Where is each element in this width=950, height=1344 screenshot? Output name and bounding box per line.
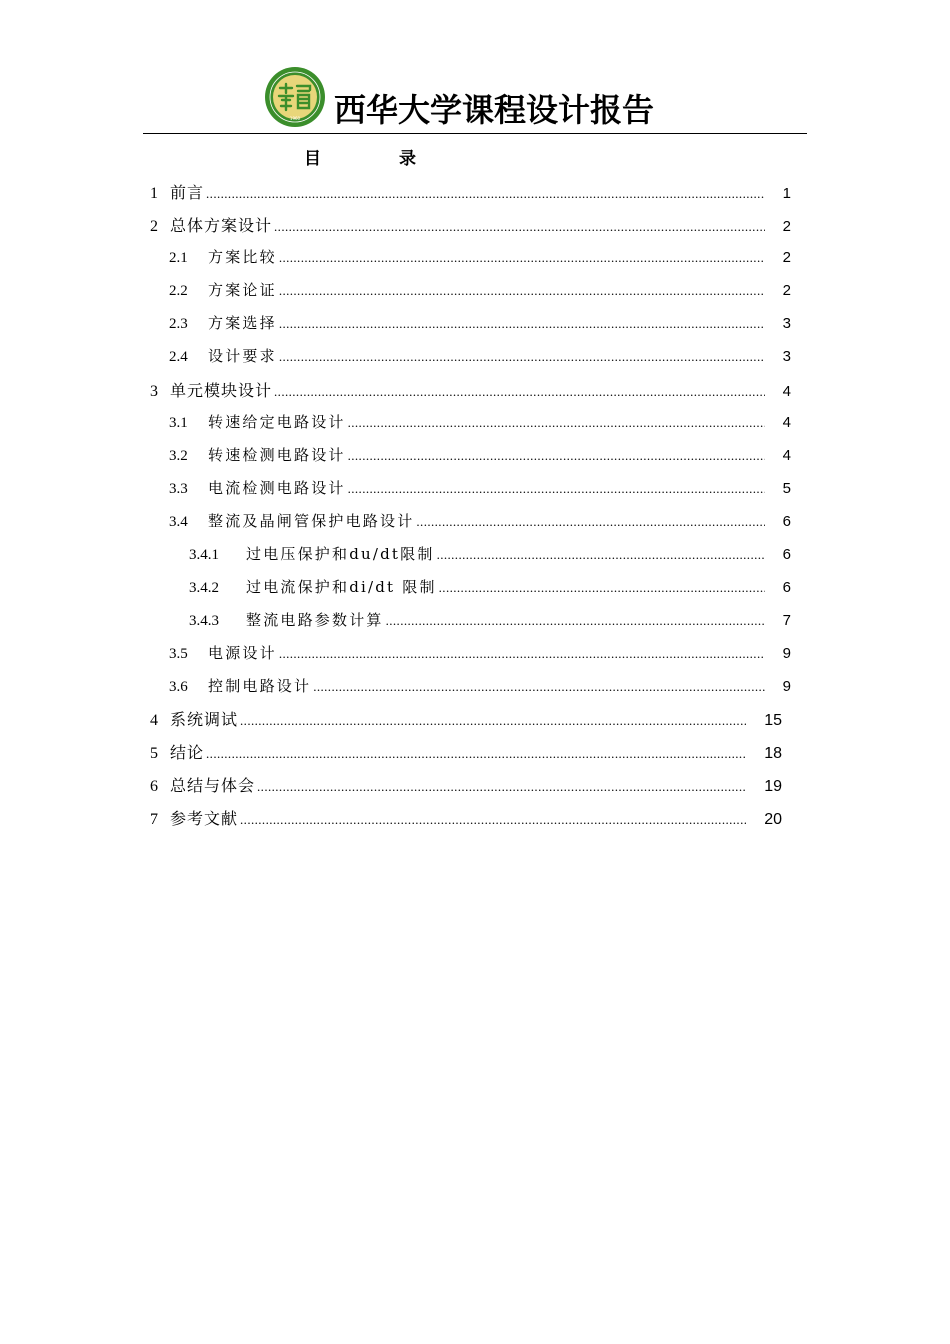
svg-text:1960: 1960	[289, 116, 301, 121]
toc-entry-3-3[interactable]: 3.3 电流检测电路设计 ..... 5	[169, 477, 791, 501]
toc-entry-3-2[interactable]: 3.2 转速检测电路设计 ..... 4	[169, 444, 791, 468]
toc-entry-2-2[interactable]: 2.2 方案论证 ..... 2	[169, 279, 791, 303]
toc-leader-dots	[279, 316, 765, 332]
toc-entry-3-4-2[interactable]: 3.4.2 过电流保护和di/dt 限制 ..... 6	[189, 576, 791, 600]
page-header	[143, 62, 807, 134]
toc-entry-3-4[interactable]: 3.4 整流及晶闸管保护电路设计 ..... 6	[169, 510, 791, 534]
toc-leader-dots	[240, 812, 746, 828]
toc-leader-dots	[348, 448, 765, 464]
toc-leader-dots	[274, 384, 765, 400]
toc-entry-5[interactable]: 5 结论 ..... 18	[150, 740, 782, 764]
toc-entry-3[interactable]: 3 单元模块设计 ..... 4	[150, 378, 791, 402]
toc-leader-dots	[257, 779, 746, 795]
toc-entry-2-3[interactable]: 2.3 方案选择 ..... 3	[169, 312, 791, 336]
toc-entry-2[interactable]: 2 总体方案设计 ..... 2	[150, 213, 791, 237]
toc-entry-1[interactable]: 1 前言 ..... 1	[150, 180, 791, 204]
report-title: 西华大学课程设计报告	[334, 91, 655, 129]
toc-leader-dots	[206, 186, 765, 202]
toc-leader-dots	[439, 580, 765, 596]
toc-leader-dots	[279, 283, 765, 299]
toc-leader-dots	[279, 349, 765, 365]
toc-entry-3-6[interactable]: 3.6 控制电路设计 ..... 9	[169, 675, 791, 699]
toc-leader-dots	[348, 481, 765, 497]
toc-leader-dots	[348, 415, 765, 431]
toc-leader-dots	[279, 250, 765, 266]
toc-title: 目 录	[304, 149, 416, 169]
toc-entry-3-1[interactable]: 3.1 转速给定电路设计 ..... 4	[169, 411, 791, 435]
university-seal-icon	[264, 66, 326, 128]
toc-entry-6[interactable]: 6 总结与体会 ..... 19	[150, 773, 782, 797]
toc-leader-dots	[416, 514, 765, 530]
toc-entry-2-4[interactable]: 2.4 设计要求 ..... 3	[169, 345, 791, 369]
toc-entry-3-5[interactable]: 3.5 电源设计 ..... 9	[169, 642, 791, 666]
toc-leader-dots	[206, 746, 746, 762]
toc-leader-dots	[437, 547, 765, 563]
toc-leader-dots	[240, 713, 746, 729]
toc-entry-3-4-1[interactable]: 3.4.1 过电压保护和du/dt限制 ..... 6	[189, 543, 791, 567]
toc-entry-2-1[interactable]: 2.1 方案比较 ..... 2	[169, 246, 791, 270]
toc-entry-4[interactable]: 4 系统调试 ..... 15	[150, 707, 782, 731]
toc-leader-dots	[274, 219, 765, 235]
toc-leader-dots	[386, 613, 765, 629]
toc-leader-dots	[279, 646, 765, 662]
toc-entry-3-4-3[interactable]: 3.4.3 整流电路参数计算 ..... 7	[189, 609, 791, 633]
toc-entry-7[interactable]: 7 参考文献 ..... 20	[150, 806, 782, 830]
toc-leader-dots	[313, 679, 765, 695]
